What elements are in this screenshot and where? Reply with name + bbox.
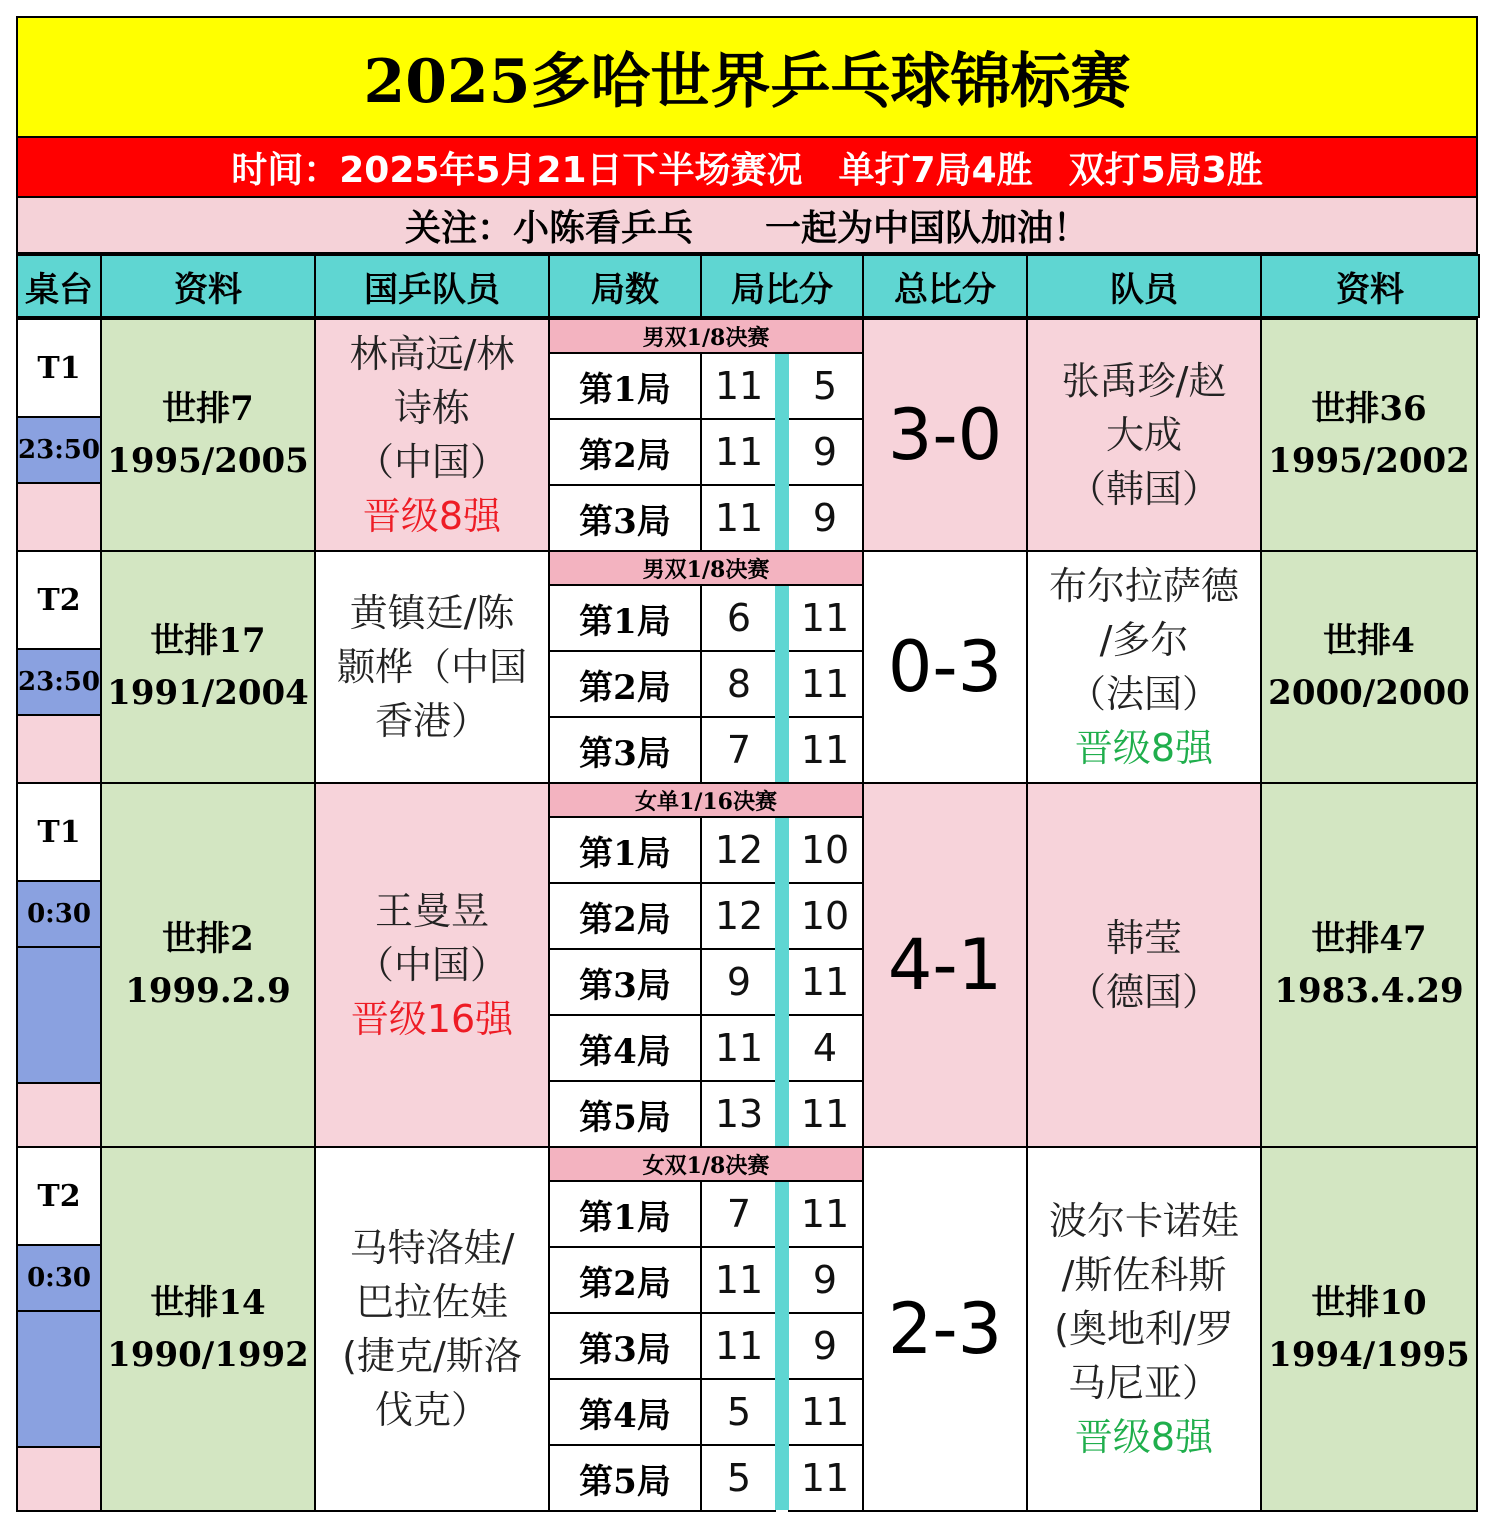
game-label: 第2局	[548, 1246, 702, 1314]
player-name-line: (奥地利/罗	[1054, 1307, 1234, 1351]
score-opponent: 10	[788, 816, 864, 884]
score-opponent: 11	[788, 584, 864, 652]
birth-years: 1991/2004	[107, 673, 309, 713]
right-player-info	[1260, 1146, 1478, 1512]
score-cn: 12	[700, 816, 776, 884]
game-label: 第4局	[548, 1014, 702, 1082]
page-title: 2025多哈世界乒乓球锦标赛	[16, 16, 1478, 138]
round-label: 女单1/16决赛	[548, 782, 864, 818]
player-name-line: 黄镇廷/陈	[349, 591, 515, 635]
player-name-line: (捷克/斯洛	[342, 1334, 522, 1378]
game-label: 第2局	[548, 882, 702, 950]
score-cn: 6	[700, 584, 776, 652]
world-ranking: 世排14	[150, 1283, 266, 1323]
world-ranking: 世排47	[1311, 919, 1427, 959]
score-opponent: 11	[788, 948, 864, 1016]
score-opponent: 10	[788, 882, 864, 950]
player-name-line: 颢桦（中国	[336, 645, 527, 689]
opponent-cell	[1026, 550, 1262, 784]
game-label: 第5局	[548, 1080, 702, 1148]
player-name-line: 张禹珍/赵	[1061, 359, 1227, 403]
score-divider	[775, 586, 789, 782]
right-player-info	[1260, 318, 1478, 552]
header-right-info: 资料	[1260, 254, 1480, 318]
table-label: T1	[16, 318, 102, 418]
game-label: 第4局	[548, 1378, 702, 1446]
player-name-line: /斯佐科斯	[1061, 1253, 1227, 1297]
cn-player-cell	[314, 1146, 550, 1512]
schedule-banner: 时间：2025年5月21日下半场赛况 单打7局4胜 双打5局3胜	[16, 138, 1478, 196]
score-cn: 11	[700, 1246, 776, 1314]
player-name-line: /多尔	[1099, 618, 1189, 662]
score-cn: 12	[700, 882, 776, 950]
score-opponent: 11	[788, 716, 864, 784]
player-name-line: 波尔卡诺娃	[1048, 1199, 1239, 1243]
score-cn: 7	[700, 716, 776, 784]
table-label: T2	[16, 550, 102, 650]
world-ranking: 世排2	[162, 919, 254, 959]
score-opponent: 11	[788, 1378, 864, 1446]
time-fill	[16, 946, 102, 1084]
score-opponent: 11	[788, 1180, 864, 1248]
advance-badge: 晋级8强	[1074, 726, 1214, 770]
player-name-line: （中国）	[355, 943, 508, 987]
match-total-score: 3-0	[862, 318, 1028, 552]
world-ranking: 世排17	[150, 621, 266, 661]
score-cn: 11	[700, 484, 776, 552]
score-opponent: 9	[788, 1312, 864, 1380]
birth-years: 2000/2000	[1268, 673, 1470, 713]
header-cn-player: 国乒队员	[314, 254, 550, 318]
header-total-score: 总比分	[862, 254, 1028, 318]
header-opponent: 队员	[1026, 254, 1262, 318]
game-label: 第5局	[548, 1444, 702, 1512]
game-label: 第1局	[548, 352, 702, 420]
world-ranking: 世排7	[162, 389, 254, 429]
player-name-line: 大成	[1105, 413, 1182, 457]
start-time: 23:50	[16, 416, 102, 484]
score-cn: 11	[700, 418, 776, 486]
time-spacer	[16, 482, 102, 552]
score-opponent: 5	[788, 352, 864, 420]
table-label: T2	[16, 1146, 102, 1246]
time-fill	[16, 1310, 102, 1448]
header-table: 桌台	[16, 254, 102, 318]
world-ranking: 世排36	[1311, 389, 1427, 429]
game-label: 第3局	[548, 1312, 702, 1380]
birth-years: 1995/2005	[107, 441, 309, 481]
score-opponent: 11	[788, 1080, 864, 1148]
round-label: 男双1/8决赛	[548, 550, 864, 586]
game-label: 第3局	[548, 716, 702, 784]
score-cn: 5	[700, 1444, 776, 1512]
score-cn: 11	[700, 352, 776, 420]
player-name-line: （德国）	[1067, 970, 1220, 1014]
left-player-info	[100, 782, 316, 1148]
left-player-info	[100, 318, 316, 552]
match-total-score: 2-3	[862, 1146, 1028, 1512]
player-name-line: （韩国）	[1067, 467, 1220, 511]
score-opponent: 9	[788, 418, 864, 486]
advance-badge: 晋级8强	[1074, 1415, 1214, 1459]
player-name-line: 马特洛娃/	[349, 1226, 515, 1270]
game-label: 第3局	[548, 484, 702, 552]
left-player-info	[100, 1146, 316, 1512]
player-name-line: 林高远/林	[349, 332, 515, 376]
cn-player-cell	[314, 550, 550, 784]
world-ranking: 世排4	[1323, 621, 1415, 661]
game-label: 第2局	[548, 650, 702, 718]
score-opponent: 9	[788, 484, 864, 552]
opponent-cell	[1026, 782, 1262, 1148]
birth-years: 1994/1995	[1268, 1335, 1470, 1375]
match-total-score: 0-3	[862, 550, 1028, 784]
player-name-line: 马尼亚）	[1067, 1361, 1220, 1405]
player-name-line: （中国）	[355, 440, 508, 484]
score-cn: 11	[700, 1014, 776, 1082]
score-cn: 9	[700, 948, 776, 1016]
player-name-line: 韩莹	[1105, 916, 1182, 960]
player-name-line: 伐克）	[374, 1388, 489, 1432]
score-cn: 13	[700, 1080, 776, 1148]
start-time: 0:30	[16, 1244, 102, 1312]
world-ranking: 世排10	[1311, 1283, 1427, 1323]
score-opponent: 4	[788, 1014, 864, 1082]
player-name-line: 王曼昱	[374, 889, 489, 933]
player-name-line: 香港）	[374, 699, 489, 743]
opponent-cell	[1026, 318, 1262, 552]
advance-badge: 晋级16强	[350, 997, 514, 1041]
follow-banner: 关注：小陈看乒乓 一起为中国队加油！	[16, 196, 1478, 254]
score-cn: 8	[700, 650, 776, 718]
game-label: 第1局	[548, 816, 702, 884]
birth-years: 1990/1992	[107, 1335, 309, 1375]
start-time: 23:50	[16, 648, 102, 716]
score-divider	[775, 1182, 789, 1510]
cn-player-cell	[314, 318, 550, 552]
score-opponent: 9	[788, 1246, 864, 1314]
score-cn: 5	[700, 1378, 776, 1446]
match-total-score: 4-1	[862, 782, 1028, 1148]
birth-years: 1983.4.29	[1274, 971, 1464, 1011]
birth-years: 1995/2002	[1268, 441, 1470, 481]
score-cn: 7	[700, 1180, 776, 1248]
score-divider	[775, 818, 789, 1146]
game-label: 第1局	[548, 1180, 702, 1248]
time-spacer	[16, 714, 102, 784]
header-game-score: 局比分	[700, 254, 864, 318]
start-time: 0:30	[16, 880, 102, 948]
cn-player-cell	[314, 782, 550, 1148]
right-player-info	[1260, 782, 1478, 1148]
player-name-line: 布尔拉萨德	[1048, 564, 1239, 608]
opponent-cell	[1026, 1146, 1262, 1512]
player-name-line: 诗栋	[393, 386, 470, 430]
score-divider	[775, 354, 789, 550]
game-label: 第3局	[548, 948, 702, 1016]
score-cn: 11	[700, 1312, 776, 1380]
score-opponent: 11	[788, 650, 864, 718]
game-label: 第1局	[548, 584, 702, 652]
time-spacer	[16, 1446, 102, 1512]
table-label: T1	[16, 782, 102, 882]
advance-badge: 晋级8强	[362, 494, 502, 538]
player-name-line: 巴拉佐娃	[355, 1280, 508, 1324]
player-name-line: （法国）	[1067, 672, 1220, 716]
round-label: 女双1/8决赛	[548, 1146, 864, 1182]
birth-years: 1999.2.9	[125, 971, 291, 1011]
game-label: 第2局	[548, 418, 702, 486]
left-player-info	[100, 550, 316, 784]
round-label: 男双1/8决赛	[548, 318, 864, 354]
score-opponent: 11	[788, 1444, 864, 1512]
header-left-info: 资料	[100, 254, 316, 318]
right-player-info	[1260, 550, 1478, 784]
time-spacer	[16, 1082, 102, 1148]
header-game-no: 局数	[548, 254, 702, 318]
